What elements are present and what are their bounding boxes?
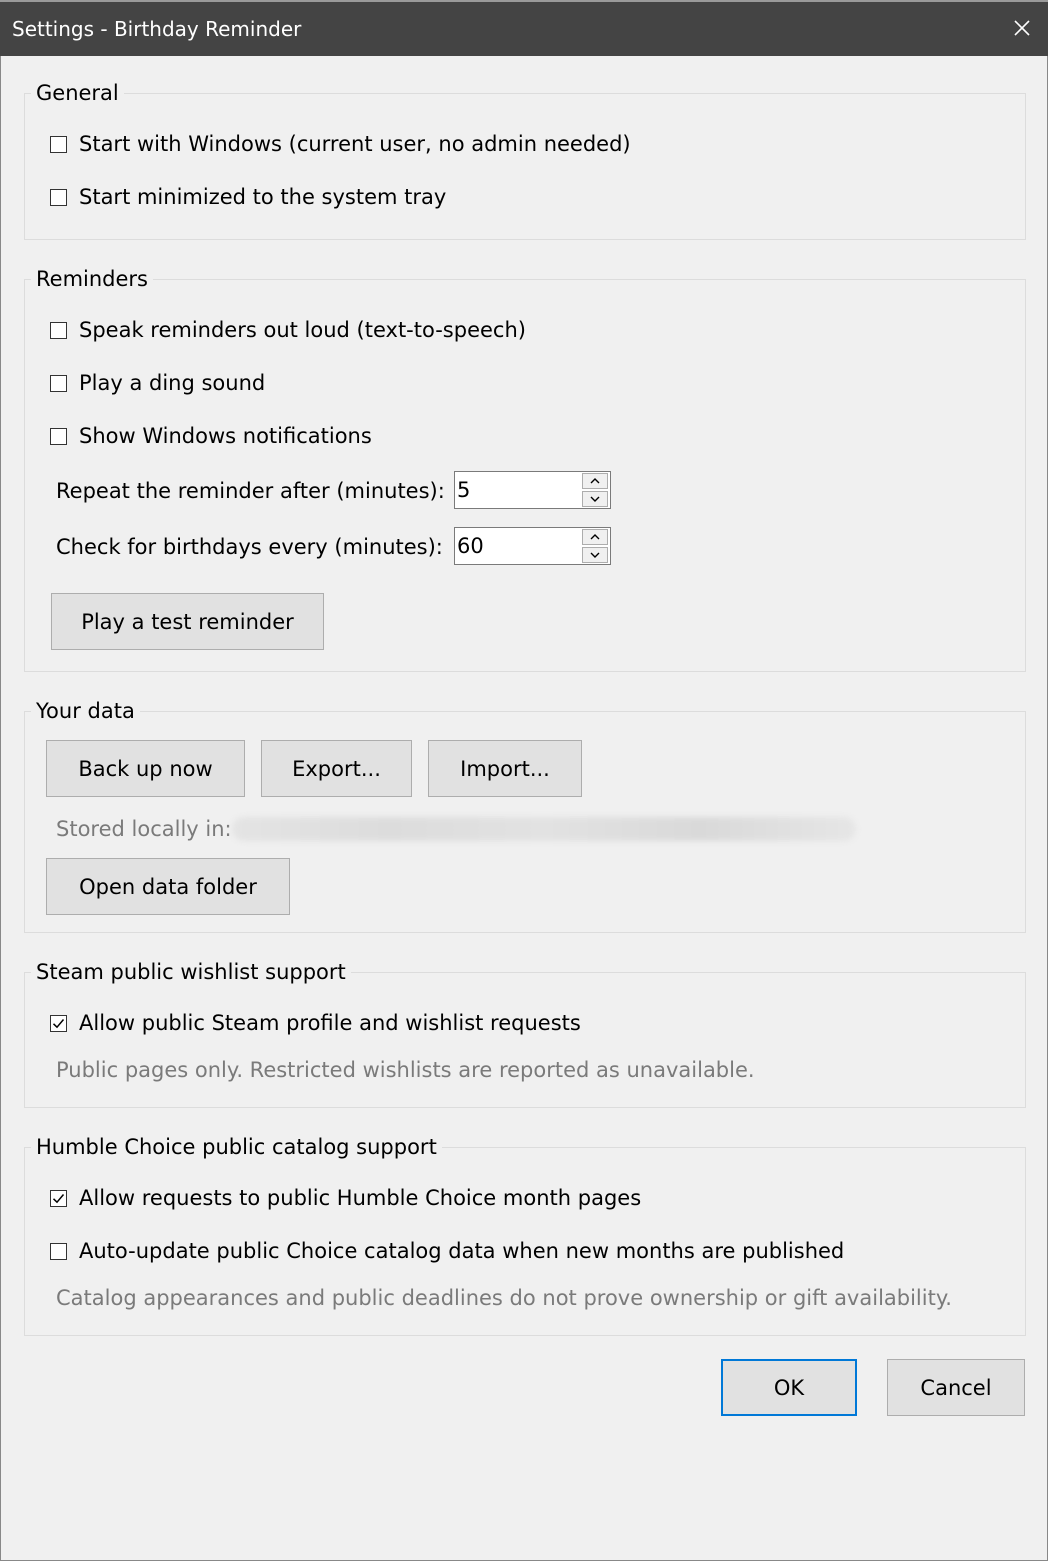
humble-note: Catalog appearances and public deadlines do not prove ownership or gift availability.	[56, 1286, 952, 1310]
checkmark-icon	[52, 1192, 65, 1205]
reminders-legend: Reminders	[36, 267, 148, 291]
spin-up-button[interactable]	[582, 529, 608, 545]
stored-locally-label: Stored locally in:	[56, 817, 232, 841]
humble-legend: Humble Choice public catalog support	[36, 1135, 437, 1159]
checkbox-box	[50, 136, 67, 153]
checkbox-box	[50, 375, 67, 392]
export-button[interactable]: Export...	[261, 740, 412, 797]
repeat-minutes-spinner[interactable]	[454, 471, 611, 509]
checkbox-box	[50, 1015, 67, 1032]
auto-update-catalog-label: Auto-update public Choice catalog data when new months are published	[79, 1239, 845, 1263]
steam-legend: Steam public wishlist support	[36, 960, 346, 984]
start-with-windows-label: Start with Windows (current user, no admin needed)	[79, 132, 631, 156]
repeat-reminder-label: Repeat the reminder after (minutes):	[56, 479, 445, 503]
allow-steam-requests-checkbox[interactable]	[50, 1010, 581, 1036]
chevron-up-icon	[590, 478, 600, 484]
cancel-button[interactable]: Cancel	[887, 1359, 1025, 1416]
start-with-windows-checkbox[interactable]	[50, 131, 631, 157]
allow-humble-requests-checkbox[interactable]	[50, 1185, 641, 1211]
allow-humble-requests-label: Allow requests to public Humble Choice month pages	[79, 1186, 642, 1210]
check-minutes-spinner[interactable]	[454, 527, 611, 565]
ding-sound-label: Play a ding sound	[79, 371, 266, 395]
general-legend: General	[36, 81, 119, 105]
checkmark-icon	[52, 1017, 65, 1030]
spin-down-button[interactable]	[582, 547, 608, 563]
checkbox-box	[50, 322, 67, 339]
redacted-path	[232, 817, 856, 841]
start-minimized-checkbox[interactable]	[50, 184, 446, 210]
chevron-down-icon	[590, 496, 600, 502]
speak-reminders-checkbox[interactable]	[50, 317, 526, 343]
ok-button[interactable]: OK	[721, 1359, 857, 1416]
spin-up-button[interactable]	[582, 473, 608, 489]
ding-sound-checkbox[interactable]	[50, 370, 265, 396]
check-birthdays-label: Check for birthdays every (minutes):	[56, 535, 443, 559]
checkbox-box	[50, 428, 67, 445]
open-data-folder-button[interactable]: Open data folder	[46, 858, 290, 915]
allow-steam-requests-label: Allow public Steam profile and wishlist requests	[79, 1011, 581, 1035]
general-group	[24, 80, 1026, 240]
check-minutes-input[interactable]	[455, 528, 581, 564]
checkbox-box	[50, 1190, 67, 1207]
close-button[interactable]	[1006, 12, 1038, 44]
checkbox-box	[50, 1243, 67, 1260]
steam-note: Public pages only. Restricted wishlists are reported as unavailable.	[56, 1058, 755, 1082]
your-data-legend: Your data	[36, 699, 135, 723]
spin-down-button[interactable]	[582, 491, 608, 507]
windows-notifications-checkbox[interactable]	[50, 423, 372, 449]
chevron-up-icon	[590, 534, 600, 540]
title-bar	[0, 0, 1048, 56]
back-up-now-button[interactable]: Back up now	[46, 740, 245, 797]
speak-reminders-label: Speak reminders out loud (text-to-speech)	[79, 318, 526, 342]
windows-notifications-label: Show Windows notifications	[79, 424, 372, 448]
repeat-minutes-input[interactable]	[455, 472, 581, 508]
window-title: Settings - Birthday Reminder	[12, 17, 302, 41]
start-minimized-label: Start minimized to the system tray	[79, 185, 447, 209]
checkbox-box	[50, 189, 67, 206]
auto-update-catalog-checkbox[interactable]	[50, 1238, 844, 1264]
play-test-reminder-button[interactable]: Play a test reminder	[51, 593, 324, 650]
chevron-down-icon	[590, 552, 600, 558]
import-button[interactable]: Import...	[428, 740, 582, 797]
close-icon	[1013, 19, 1031, 37]
